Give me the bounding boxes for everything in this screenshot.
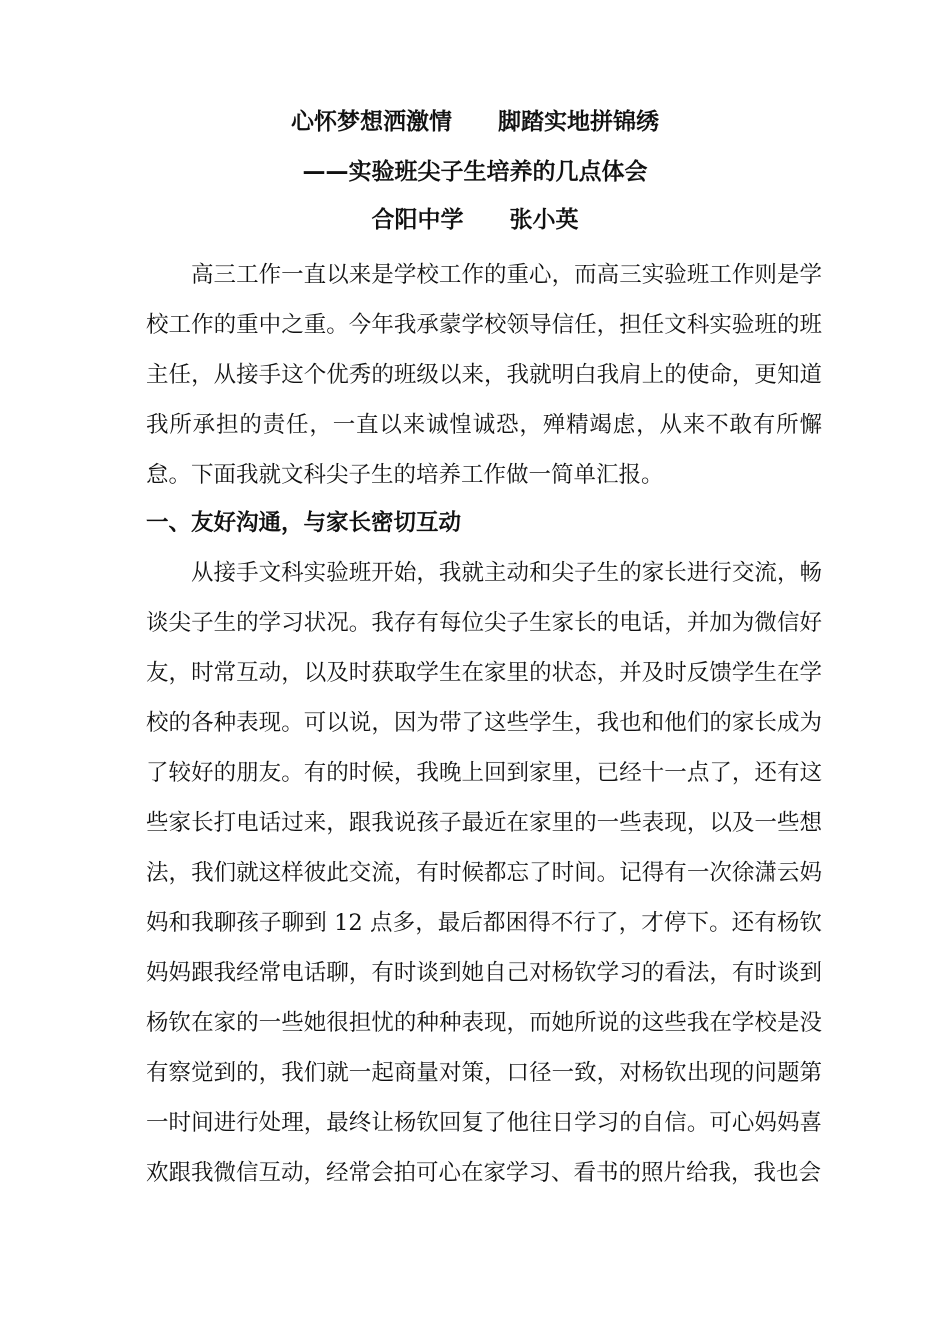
section-heading: 一、友好沟通，与家长密切互动 (146, 510, 462, 536)
document-subtitle: ——实验班尖子生培养的几点体会 (302, 159, 648, 185)
author-line: 合阳中学 张小英 (371, 207, 579, 233)
intro-paragraph: 高三工作一直以来是学校工作的重心，而高三实验班工作则是学校工作的重中之重。今年我承蒙学校领导信任，担任文科实验班的班主任，从接手这个优秀的班级以来，我就明白我肩上的使命，更知道我所承担的责任，一直以来诚惶诚恐，殚精竭虑，从来不敢有所懈怠。下面我就文科尖子生的培养工作做一简单汇报。 (146, 262, 822, 488)
document-title: 心怀梦想洒激情 脚踏实地拼锦绣 (291, 109, 659, 135)
section-paragraph: 从接手文科实验班开始，我就主动和尖子生的家长进行交流，畅谈尖子生的学习状况。我存有每位尖子生家长的电话，并加为微信好友，时常互动，以及时获取学生在家里的状态，并及时反馈学生在学校的各种表现。可以说，因为带了这些学生，我也和他们的家长成为了较好的朋友。有的时候，我晚上回到家里，已经十一点了，还有这些家长打电话过来，跟我说孩子最近在家里的一些表现，以及一些想法，我们就这样彼此交流，有时候都忘了时间。记得有一次徐潇云妈妈和我聊孩子聊到 12 点多，最后都困得不行了，才停下。还有杨钦妈妈跟我经常电话聊，有时谈到她自己对杨钦学习的看法，有时谈到杨钦在家的一些她很担忧的种种表现，而她所说的这些我在学校是没有察觉到的，我们就一起商量对策，口径一致，对杨钦出现的问题第一时间进行处理，最终让杨钦回复了他往日学习的自信。可心妈妈喜欢跟我微信互动，经常会拍可心在家学习、看书的照片给我，我也会 (146, 560, 822, 1186)
